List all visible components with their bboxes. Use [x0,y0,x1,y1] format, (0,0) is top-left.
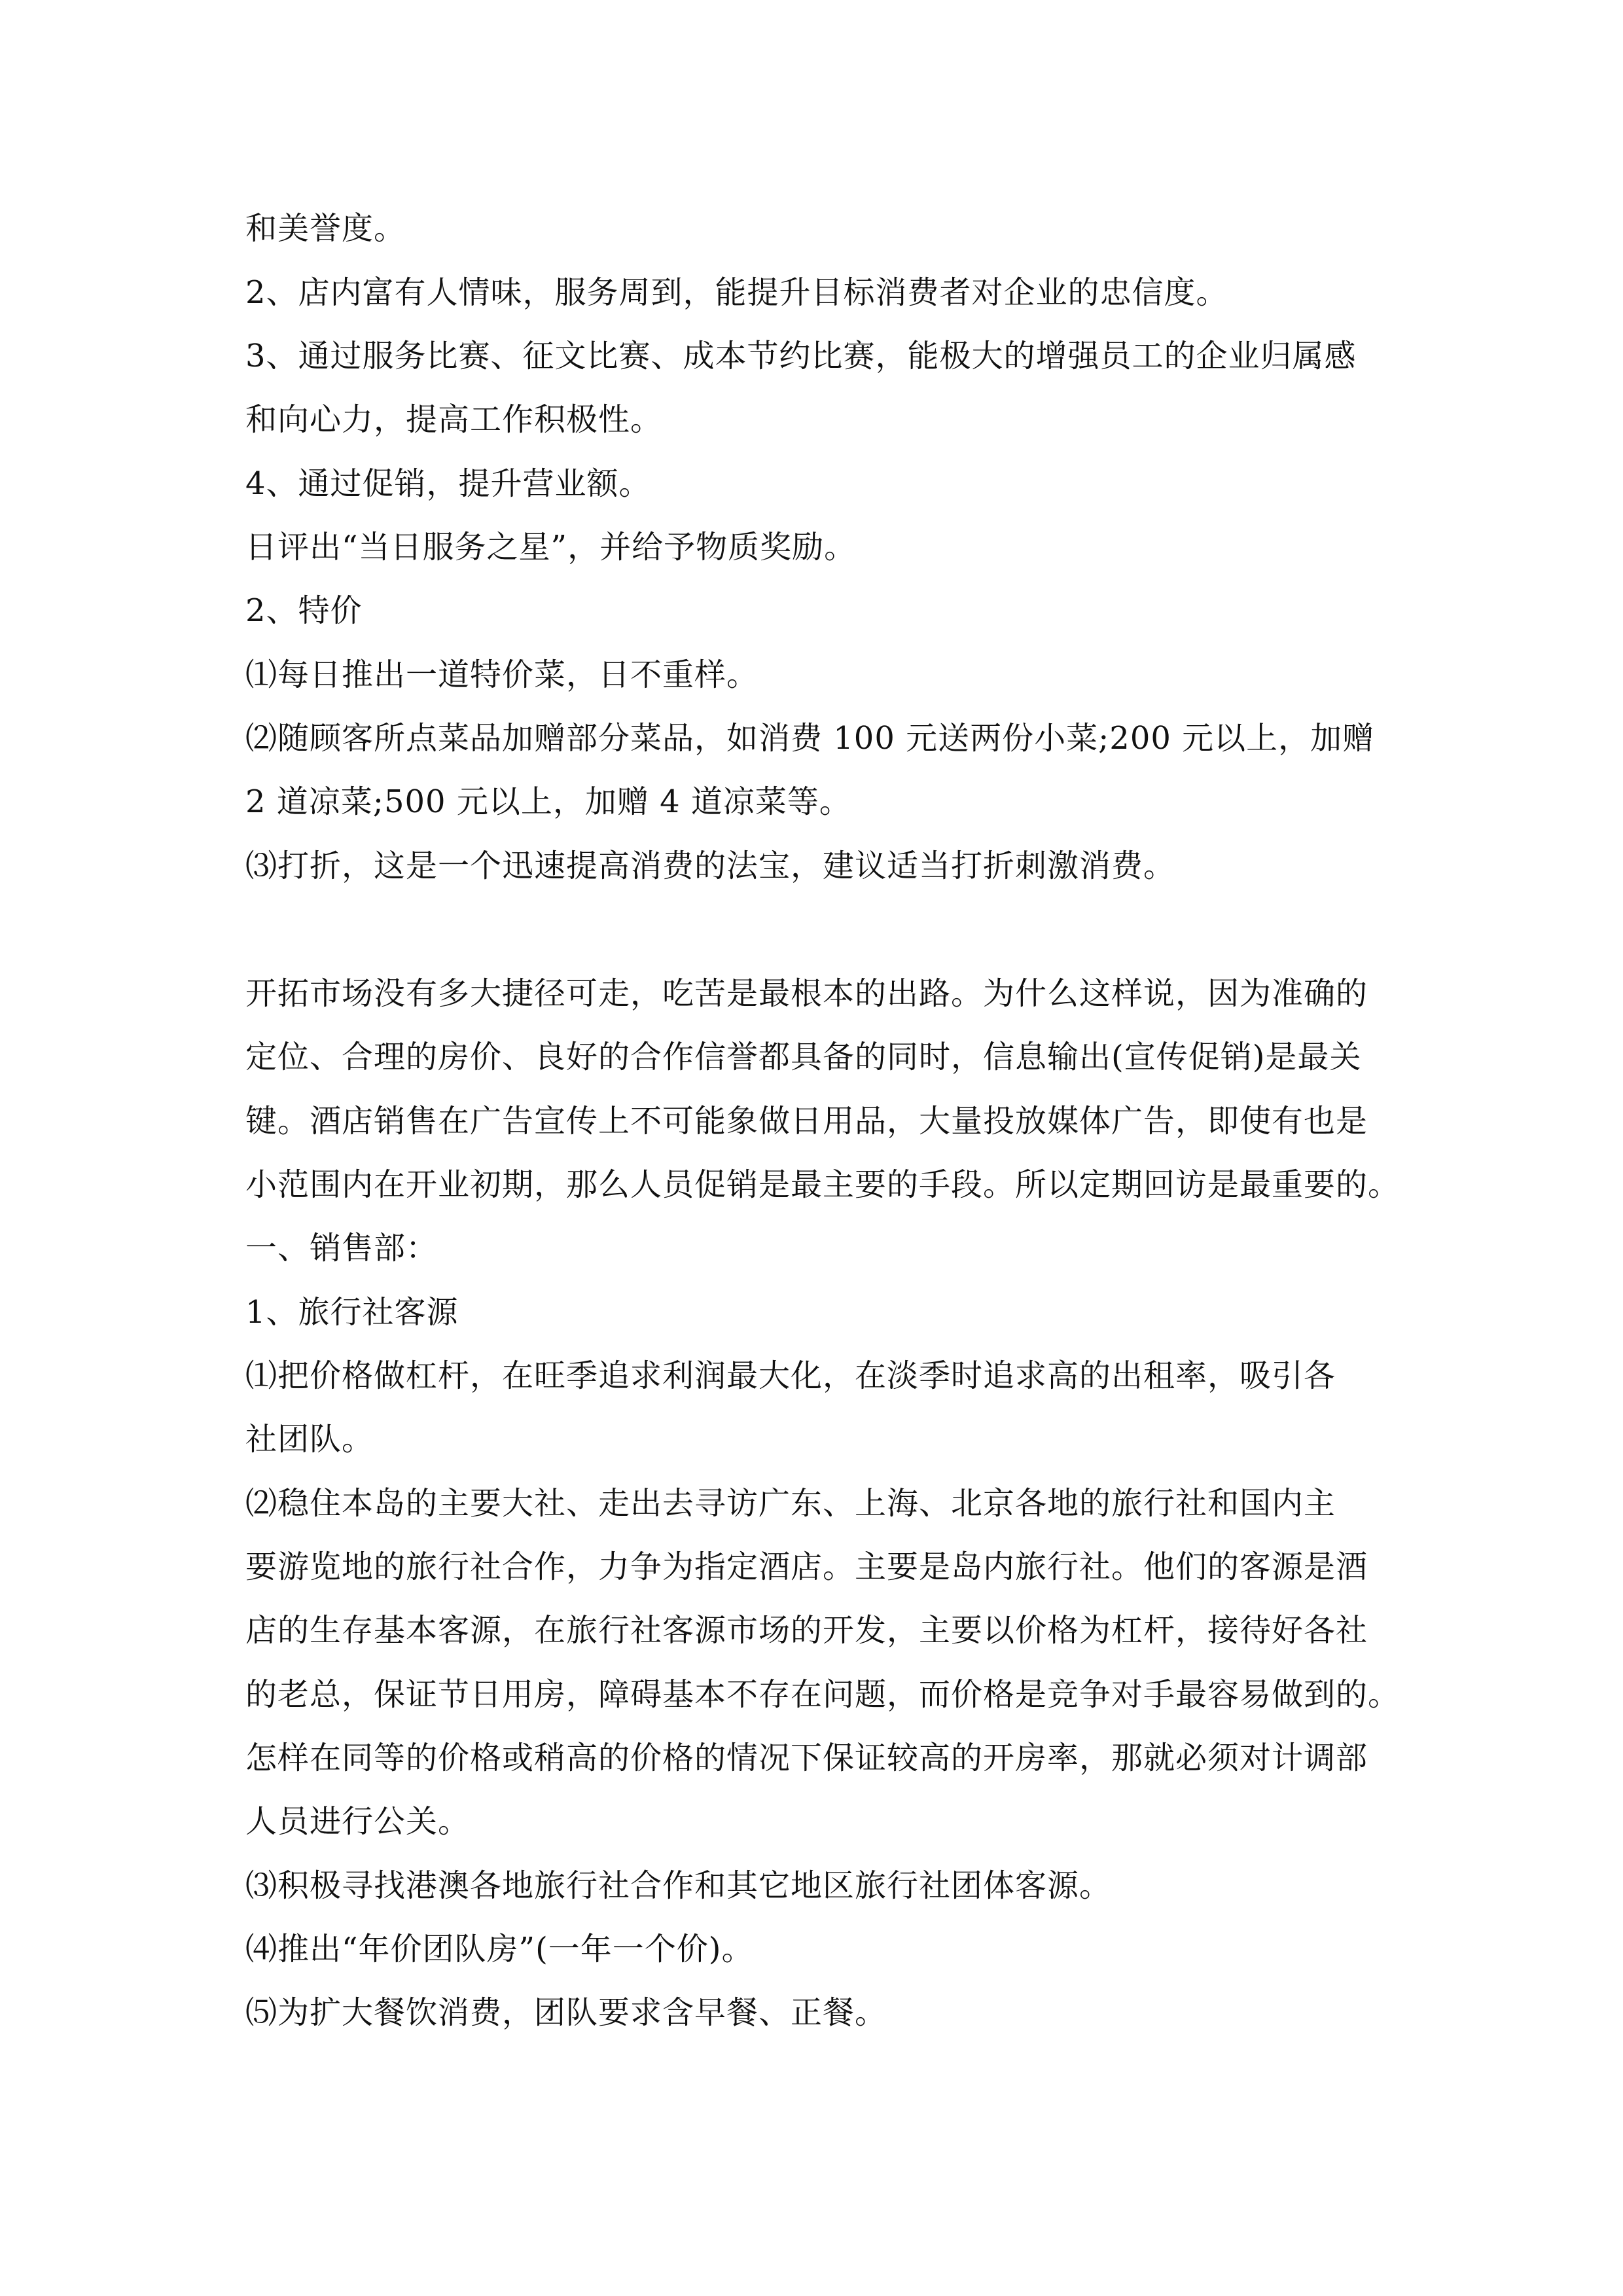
text-line: ⑵随顾客所点菜品加赠部分菜品，如消费 100 元送两份小菜;200 元以上，加赠 [245,720,1375,757]
text-line: 怎样在同等的价格或稍高的价格的情况下保证较高的开房率，那就必须对计调部 [245,1740,1368,1776]
text-line: 2、店内富有人情味，服务周到，能提升目标消费者对企业的忠信度。 [245,274,1228,311]
text-line: ⑴每日推出一道特价菜，日不重样。 [245,656,759,693]
text-line: 2、特价 [245,592,363,629]
text-line: 键。酒店销售在广告宣传上不可能象做日用品，大量投放媒体广告，即使有也是 [245,1103,1368,1139]
text-line: ⑸为扩大餐饮消费，团队要求含早餐、正餐。 [245,1994,887,2031]
text-line: ⑶积极寻找港澳各地旅行社合作和其它地区旅行社团体客源。 [245,1867,1112,1904]
text-line: 和美誉度。 [245,210,406,247]
text-line: 一、销售部： [245,1230,438,1266]
text-line: 定位、合理的房价、良好的合作信誉都具备的同时，信息输出(宣传促销)是最关 [245,1039,1362,1075]
text-line: 日评出“当日服务之星”，并给予物质奖励。 [245,529,857,565]
text-line: ⑶打折，这是一个迅速提高消费的法宝，建议适当打折刺激消费。 [245,848,1176,884]
text-line: 社团队。 [245,1421,374,1458]
text-line: 人员进行公关。 [245,1803,471,1840]
text-line: 开拓市场没有多大捷径可走，吃苦是最根本的出路。为什么这样说，因为准确的 [245,975,1368,1012]
text-line: ⑴把价格做杠杆，在旺季追求利润最大化，在淡季时追求高的出租率，吸引各 [245,1357,1336,1394]
text-line: 4、通过促销，提升营业额。 [245,465,651,502]
text-line: 小范围内在开业初期，那么人员促销是最主要的手段。所以定期回访是最重要的。 [245,1166,1400,1203]
text-line: 要游览地的旅行社合作，力争为指定酒店。主要是岛内旅行社。他们的客源是酒 [245,1549,1368,1585]
text-line: 2 道凉菜;500 元以上，加赠 4 道凉菜等。 [245,783,851,820]
text-line: 1、旅行社客源 [245,1294,459,1331]
text-line: ⑷推出“年价团队房”(一年一个价)。 [245,1931,754,1967]
text-line: 店的生存基本客源，在旅行社客源市场的开发，主要以价格为杠杆，接待好各社 [245,1612,1368,1649]
text-line: 的老总，保证节日用房，障碍基本不存在问题，而价格是竞争对手最容易做到的。 [245,1676,1400,1713]
text-line: 和向心力，提高工作积极性。 [245,401,663,438]
text-line: ⑵稳住本岛的主要大社、走出去寻访广东、上海、北京各地的旅行社和国内主 [245,1485,1336,1522]
text-line: 3、通过服务比赛、征文比赛、成本节约比赛，能极大的增强员工的企业归属感 [245,338,1357,374]
